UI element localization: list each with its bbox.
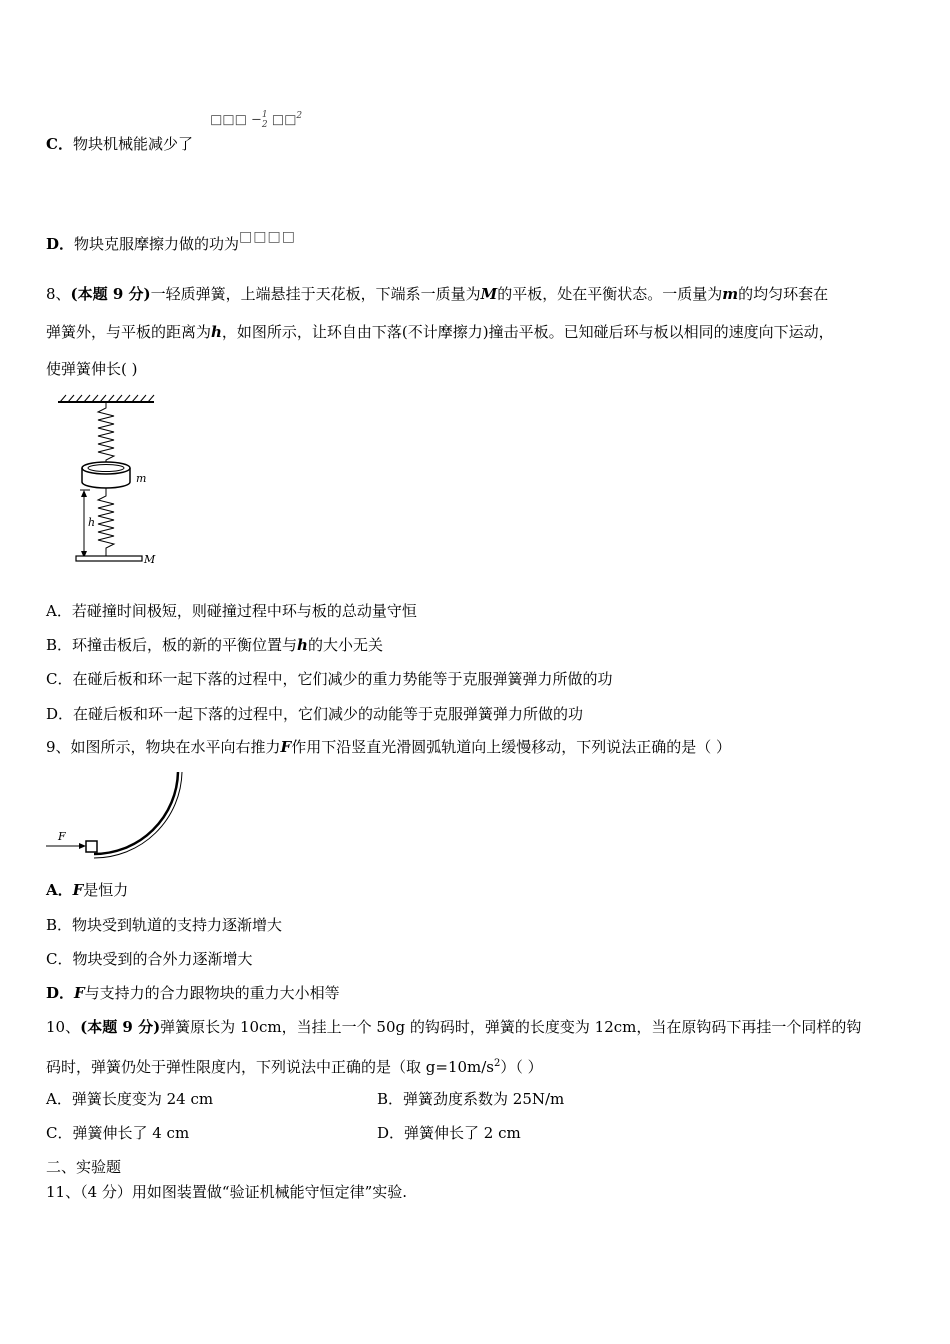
ring-bottom: [82, 482, 130, 488]
q10-stem-line-2: 码时，弹簧仍处于弹性限度内，下列说法中正确的是（取 $g=10m/s^2$）（ ）: [46, 1058, 543, 1076]
plate: [76, 556, 142, 561]
spring-lower: [98, 488, 114, 556]
q8-spring-figure: [46, 392, 166, 572]
q9-stem: 9、如图所示，物块在水平向右推力F作用下沿竖直光滑圆弧轨道向上缓慢移动，下列说法正确的是（ ）: [46, 738, 731, 756]
q9-arc-figure: [44, 768, 194, 860]
option-label: D．: [46, 235, 75, 253]
q10-option-d: D．弹簧伸长了 2 cm: [377, 1124, 521, 1142]
q9-option-a: A．F是恒力: [46, 881, 129, 899]
q8-option-a: A．若碰撞时间极短，则碰撞过程中环与板的总动量守恒: [46, 602, 417, 620]
q8-stem-line-2: 弹簧外，与平板的距离为h，如图所示，让环自由下落(不计摩擦力)撞击平板。已知碰后环与板以相同的速度向下运动，: [46, 323, 834, 341]
q8-option-c: C．在碰后板和环一起下落的过程中，它们减少的重力势能等于克服弹簧弹力所做的功: [46, 670, 613, 688]
formula-placeholder: □□□□: [239, 229, 296, 245]
label-F: F: [58, 830, 66, 843]
fraction: 1 2: [261, 110, 268, 130]
q8-option-b: B．环撞击板后，板的新的平衡位置与h的大小无关: [46, 636, 383, 654]
q9-option-d: D．F与支持力的合力跟物块的重力大小相等: [46, 984, 340, 1002]
block: [86, 841, 97, 852]
option-text: 物块机械能减少了: [72, 135, 193, 153]
label-m: m: [136, 472, 147, 485]
q10-option-c: C．弹簧伸长了 4 cm: [46, 1124, 190, 1142]
spring-upper: [98, 402, 114, 464]
q10-stem-line-1: 10、(本题 9 分)弹簧原长为 10cm，当挂上一个 50g 的钩码时，弹簧的长度变为 12cm，当在原钩码下再挂一个同样的钩: [46, 1018, 862, 1036]
q8-stem-line-1: 8、(本题 9 分)一轻质弹簧，上端悬挂于天花板，下端系一质量为M的平板，处在平衡状态。一质量为m的均匀环套在: [46, 285, 829, 303]
label-M: M: [144, 553, 156, 566]
q11-stem: 11、（4 分）用如图装置做“验证机械能守恒定律”实验.: [46, 1183, 408, 1201]
q10-option-a: A．弹簧长度变为 24 cm: [46, 1090, 214, 1108]
option-text: 物块克服摩擦力做的功为: [74, 235, 240, 253]
q7-option-c: [46, 134, 193, 154]
label-h: h: [88, 516, 96, 529]
ceiling-hatch: [60, 395, 154, 402]
ring-top: [82, 462, 130, 474]
option-label: C．: [46, 135, 73, 153]
q7-option-d: [46, 229, 296, 255]
q7-option-c-formula: □□□ −1 2 □□$^2$: [210, 110, 303, 130]
arc-track: [94, 772, 178, 854]
section-heading: 二、实验题: [46, 1158, 122, 1176]
q9-option-c: C．物块受到的合外力逐渐增大: [46, 950, 253, 968]
q10-option-b: B．弹簧劲度系数为 25N/m: [377, 1090, 565, 1108]
q8-stem-line-3: 使弹簧伸长( ): [46, 360, 138, 378]
q9-option-b: B．物块受到轨道的支持力逐渐增大: [46, 916, 283, 934]
q8-option-d: D．在碰后板和环一起下落的过程中，它们减少的动能等于克服弹簧弹力所做的功: [46, 705, 584, 723]
